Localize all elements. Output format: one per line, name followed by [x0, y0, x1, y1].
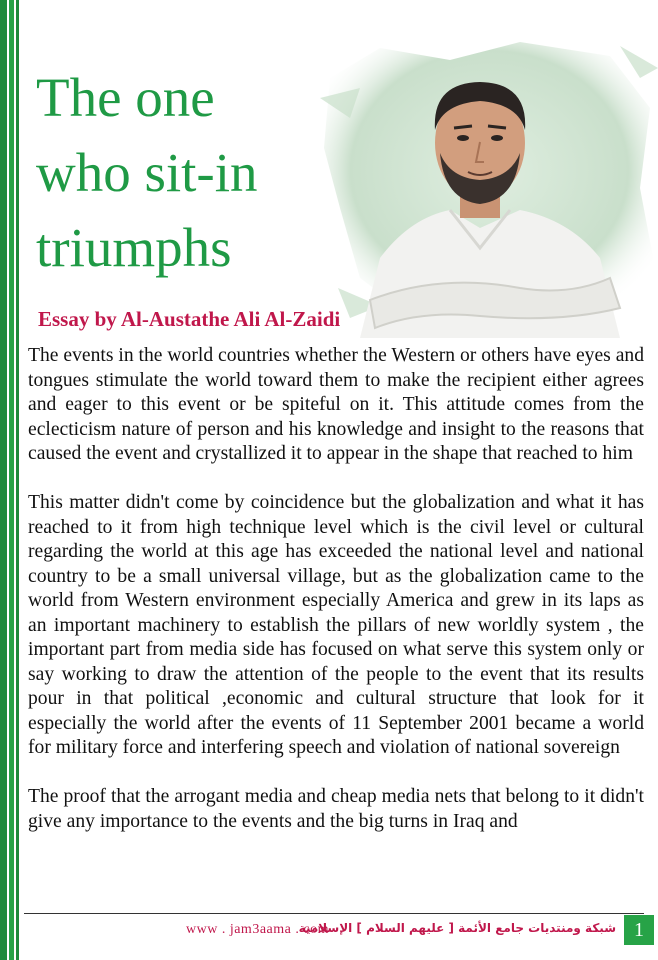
left-border-stripe [16, 0, 19, 960]
title-line: who sit-in [36, 142, 258, 203]
paragraph: The events in the world countries whether the Western or others have eyes and tongues stimulate the world toward them to make the recipient either agrees and eager to this event or be spiteful on it. This attitude comes from the eclecticism nature of person and his knowledge and insight to the reasons that caused the event and crystallized it to appear in the shape that reached to him [28, 345, 644, 464]
title-line: The one [36, 67, 215, 128]
left-border-stripe [9, 0, 14, 960]
left-border-stripe [0, 0, 7, 960]
footer-site-name: شبكة ومنتديات جامع الأئمة [ عليهم السلام ] الإسلامية [298, 921, 616, 935]
title-line: triumphs [36, 217, 232, 278]
byline: Essay by Al-Austathe Ali Al-Zaidi [38, 307, 341, 331]
page-number: 1 [624, 915, 654, 945]
article-title [36, 60, 326, 285]
paragraph: The proof that the arrogant media and cheap media nets that belong to it didn't give any importance to the events and the big turns in Iraq and [28, 786, 644, 832]
author-photo [320, 38, 658, 338]
paragraph: This matter didn't come by coincidence but the globalization and what it has reached to it from high technique level which is the civil level or cultural regarding the world at this age has exceeded the national level and national country to be a small universal village, but as the globalization came to the world from Western environment especially America and grew in its laps as an important machinery to establish the pillars of new worldly system , the important part from media side has focused on what serve this system only or say working to draw the attention of the people to the event that its results pour in that political ,economic and cultural structure that look for it especially the world after the events of 11 September 2001 became a world for military force and interfering speech and violation of national sovereign [28, 492, 644, 758]
footer-website-link[interactable]: www . jam3aama . com [186, 922, 329, 937]
article-body [28, 344, 644, 834]
footer-divider [24, 913, 644, 914]
